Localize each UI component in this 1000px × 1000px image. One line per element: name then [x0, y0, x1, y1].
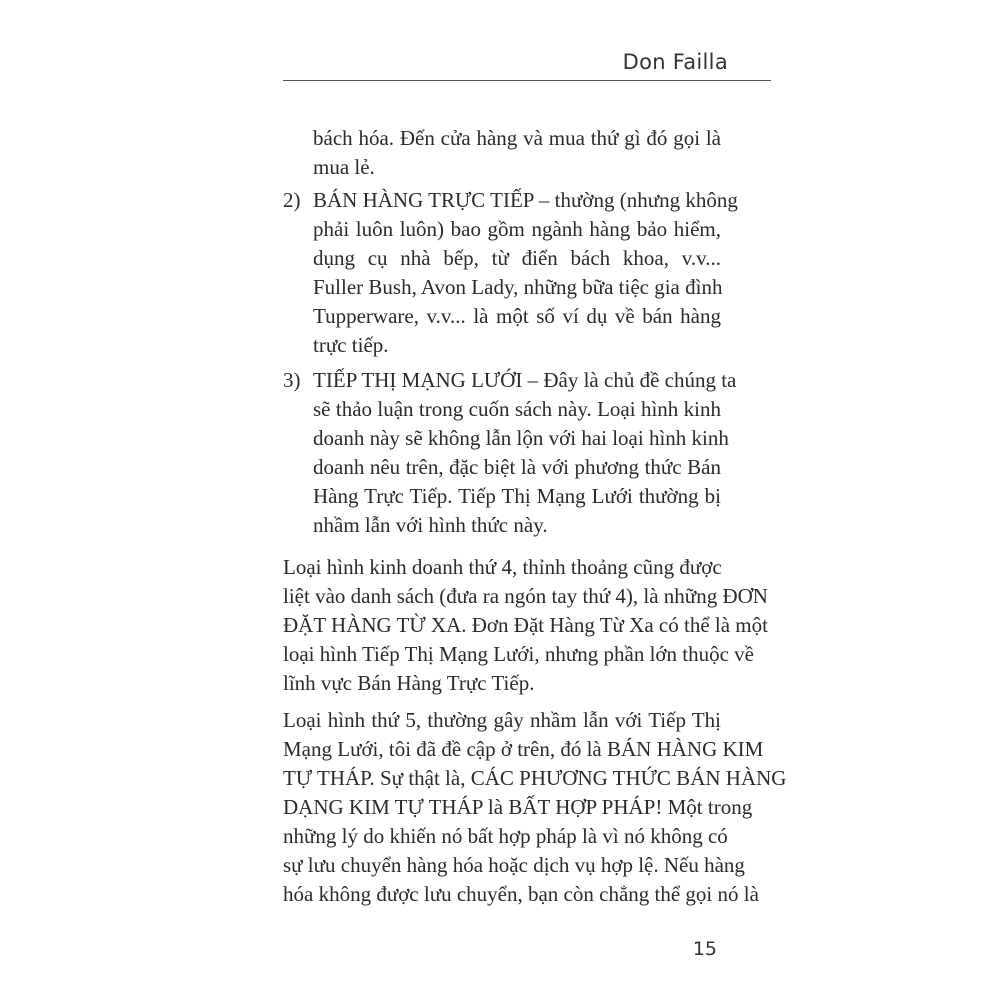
text-line: Tupperware, v.v... là một số ví dụ về bán hàng	[313, 304, 721, 328]
text-line: doanh nêu trên, đặc biệt là với phương thức Bán	[313, 455, 721, 479]
text-line: ĐẶT HÀNG TỪ XA. Đơn Đặt Hàng Từ Xa có thể là một	[283, 613, 768, 637]
header-rule	[283, 80, 771, 81]
text-line: mua lẻ.	[313, 155, 375, 179]
text-line: Hàng Trực Tiếp. Tiếp Thị Mạng Lưới thường bị	[313, 484, 721, 508]
text-line: những lý do khiến nó bất hợp pháp là vì nó không có	[283, 824, 728, 848]
text-line: doanh này sẽ không lẫn lộn với hai loại hình kinh	[313, 426, 729, 450]
page-number: 15	[692, 938, 717, 960]
text-line: sự lưu chuyển hàng hóa hoặc dịch vụ hợp lệ. Nếu hàng	[283, 853, 745, 877]
text-line: trực tiếp.	[313, 333, 389, 357]
text-line: DẠNG KIM TỰ THÁP là BẤT HỢP PHÁP! Một trong	[283, 795, 753, 819]
list-marker: 2)	[283, 188, 301, 212]
text-line: Loại hình thứ 5, thường gây nhầm lẫn với Tiếp Thị	[283, 708, 721, 732]
text-line: sẽ thảo luận trong cuốn sách này. Loại hình kinh	[313, 397, 721, 421]
text-line: Loại hình kinh doanh thứ 4, thỉnh thoảng cũng được	[283, 555, 722, 579]
text-line: hóa không được lưu chuyển, bạn còn chẳng thể gọi nó là	[283, 882, 759, 906]
text-line: Mạng Lưới, tôi đã đề cập ở trên, đó là BÁN HÀNG KIM	[283, 737, 764, 761]
text-line: dụng cụ nhà bếp, từ điển bách khoa, v.v...	[313, 246, 721, 270]
text-line: TỰ THÁP. Sự thật là, CÁC PHƯƠNG THỨC BÁN HÀNG	[283, 766, 787, 790]
text-line: Fuller Bush, Avon Lady, những bữa tiệc gia đình	[313, 275, 723, 299]
running-header-author: Don Failla	[622, 50, 728, 74]
list-marker: 3)	[283, 368, 301, 392]
text-line: loại hình Tiếp Thị Mạng Lưới, nhưng phần lớn thuộc về	[283, 642, 754, 666]
text-line: lĩnh vực Bán Hàng Trực Tiếp.	[283, 671, 535, 695]
text-line: nhầm lẫn với hình thức này.	[313, 513, 548, 537]
text-line: TIẾP THỊ MẠNG LƯỚI – Đây là chủ đề chúng ta	[313, 368, 737, 392]
text-line: phải luôn luôn) bao gồm ngành hàng bảo hiểm,	[313, 217, 721, 241]
text-line: BÁN HÀNG TRỰC TIẾP – thường (nhưng không	[313, 188, 738, 212]
text-line: bách hóa. Đến cửa hàng và mua thứ gì đó gọi là	[313, 126, 721, 150]
text-line: liệt vào danh sách (đưa ra ngón tay thứ 4), là những ĐƠN	[283, 584, 768, 608]
